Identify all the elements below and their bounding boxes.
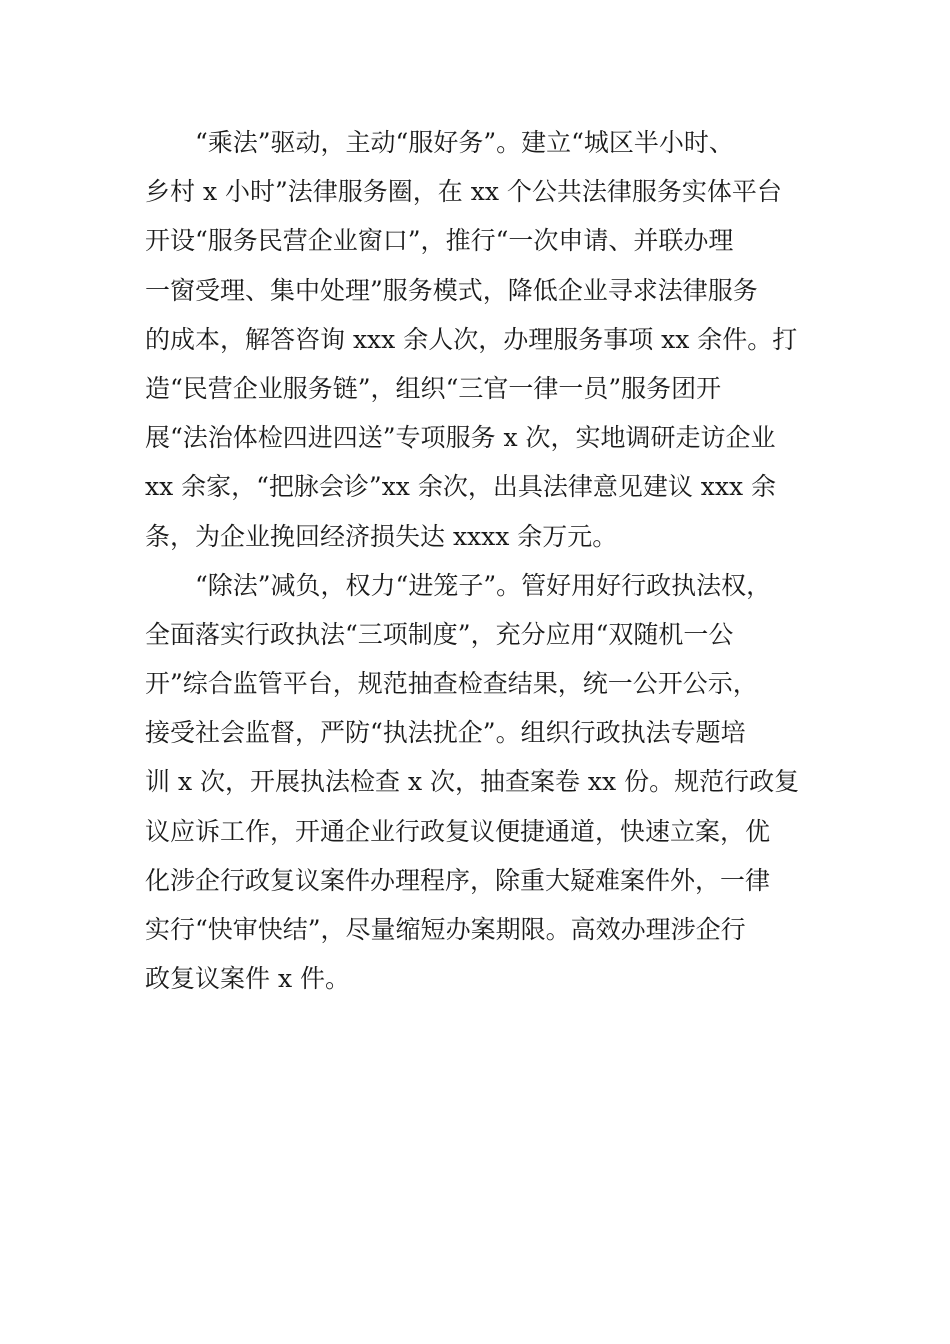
text-line: 化涉企行政复议案件办理程序，除重大疑难案件外，一律 [145, 865, 771, 895]
text-line: 开”综合监管平台，规范抽查检查结果，统一公开公示， [145, 669, 758, 699]
paragraph-multiplication-service [145, 118, 815, 561]
text-line: 实行“快审快结”，尽量缩短办案期限。高效办理涉企行 [145, 915, 746, 944]
text-line: “除法”减负，权力“进笼子”。管好用好行政执法权， [195, 570, 772, 600]
text-line: 政复议案件 x 件。 [145, 964, 350, 994]
text-line: 乡村 x 小时”法律服务圈，在 xx 个公共法律服务实体平台 [145, 177, 782, 207]
text-line: 造“民营企业服务链”，组织“三官一律一员”服务团开 [145, 373, 722, 403]
text-line: 条，为企业挽回经济损失达 xxxx 余万元。 [145, 521, 618, 551]
text-line: 展“法治体检四进四送”专项服务 x 次，实地调研走访企业 [145, 423, 776, 453]
paragraph-division-power [145, 561, 815, 1004]
text-line: 一窗受理、集中处理”服务模式，降低企业寻求法律服务 [145, 275, 758, 305]
text-line: 接受社会监督，严防“执法扰企”。组织行政执法专题培 [145, 718, 746, 748]
text-line: “乘法”驱动，主动“服好务”。建立“城区半小时、 [195, 128, 734, 157]
text-line: 全面落实行政执法“三项制度”，充分应用“双随机一公 [145, 619, 734, 649]
text-line: 开设“服务民营企业窗口”，推行“一次申请、并联办理 [145, 226, 734, 256]
text-line: 的成本，解答咨询 xxx 余人次，办理服务事项 xx 余件。打 [145, 324, 798, 354]
text-line: 议应诉工作，开通企业行政复议便捷通道，快速立案，优 [145, 816, 771, 846]
document-body [145, 118, 815, 1003]
text-line: 训 x 次，开展执法检查 x 次，抽查案卷 xx 份。规范行政复 [145, 767, 800, 797]
text-line: xx 余家，“把脉会诊”xx 余次，出具法律意见建议 xxx 余 [145, 472, 777, 502]
